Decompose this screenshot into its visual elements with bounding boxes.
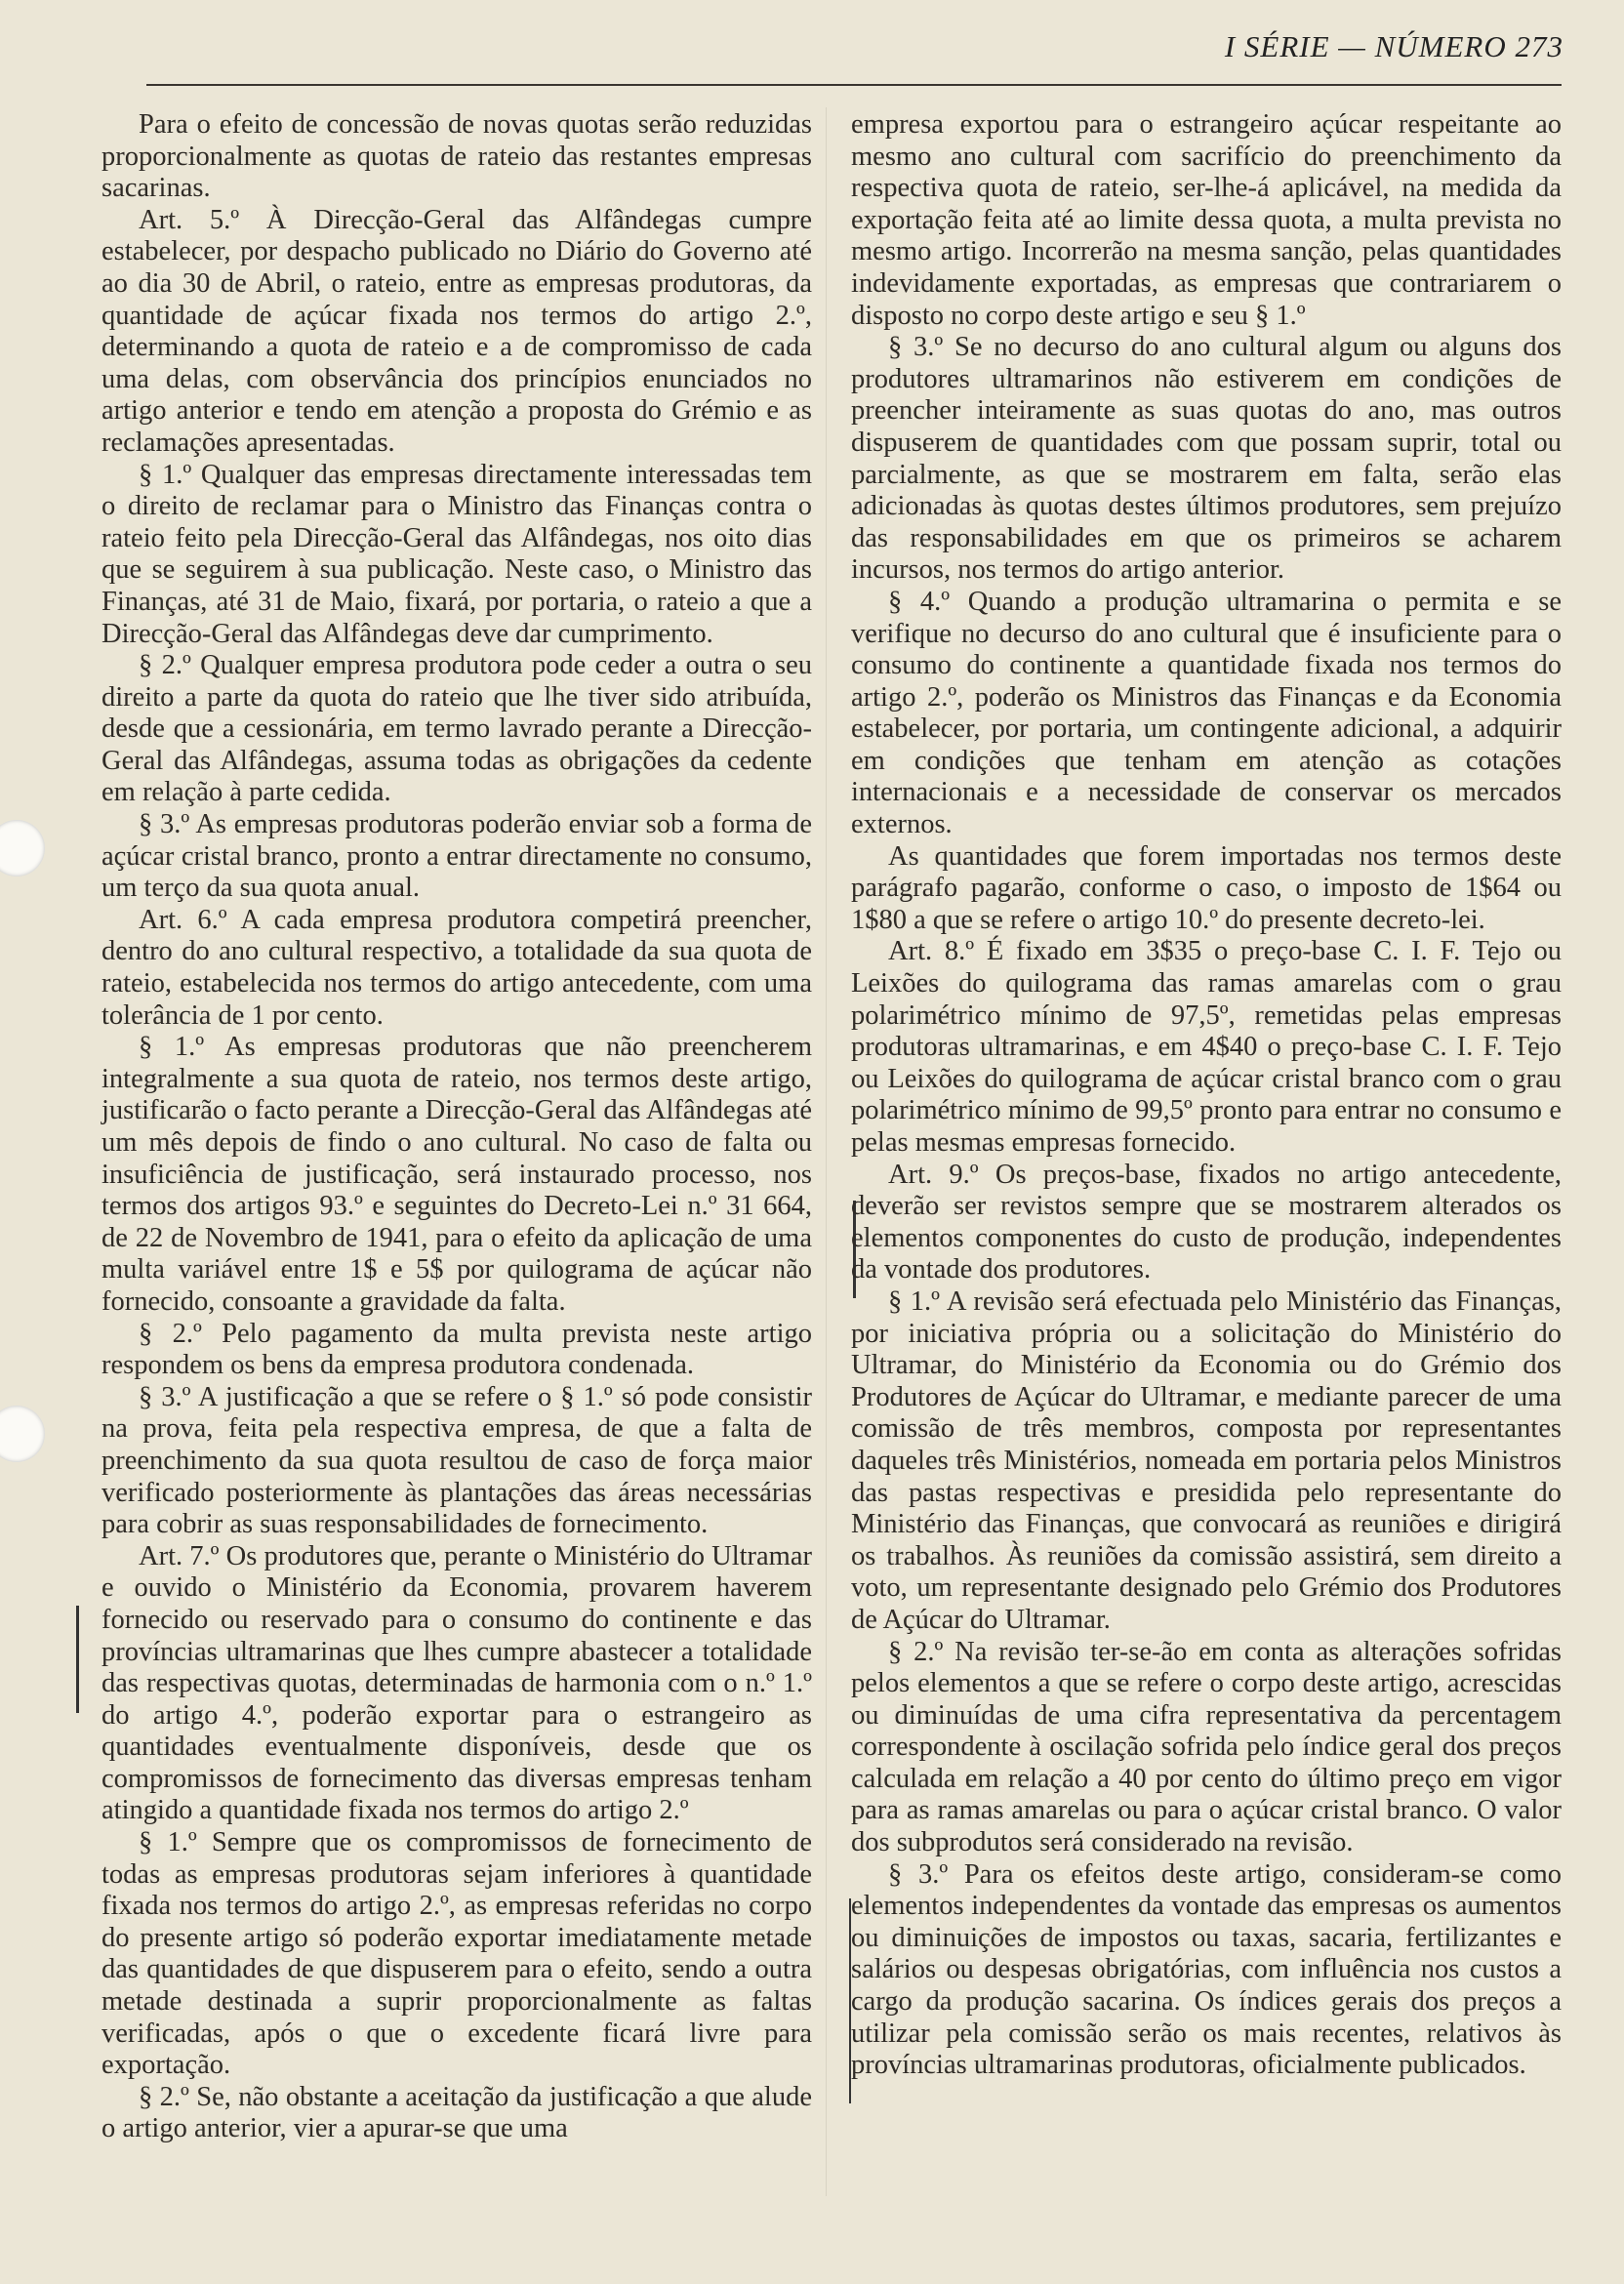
punch-hole bbox=[0, 1406, 45, 1462]
paragraph: § 4.º Quando a produção ultramarina o permita e se verifique no decurso do ano cultural que é insuficiente para o consumo do continente a quantidade fixada nos termos do artigo 2.º, poderão os Ministros das Finanças e da Economia estabelecer, por portaria, um contingente adicional, a adquirir em condições que tenham em atenção as cotações internacionais e a necessidade de conservar os mercados externos. bbox=[851, 586, 1562, 840]
header-rule bbox=[146, 84, 1562, 86]
paragraph: Art. 9.º Os preços-base, fixados no artigo antecedente, deverão ser revistos sempre que se mostrarem alterados os elementos componentes do custo de produção, independentes da vontade dos produtores. bbox=[851, 1159, 1562, 1285]
paragraph: Art. 7.º Os produtores que, perante o Ministério do Ultramar e ouvido o Ministério da Economia, provarem haverem fornecido ou reservado para o consumo do continente e das províncias ultramarinas que lhes cumpre abastecer a totalidade das respectivas quotas, determinadas de harmonia com o n.º 1.º do artigo 4.º, poderão exportar para o estrangeiro as quantidades eventualmente disponíveis, desde que os compromissos de fornecimento das diversas empresas tenham atingido a quantidade fixada nos termos do artigo 2.º bbox=[102, 1540, 812, 1826]
right-column bbox=[851, 109, 1562, 2082]
paragraph: § 3.º As empresas produtoras poderão enviar sob a forma de açúcar cristal branco, pronto a entrar directamente no consumo, um terço da sua quota anual. bbox=[102, 809, 812, 904]
paragraph: Art. 5.º À Direcção-Geral das Alfândegas cumpre estabelecer, por despacho publicado no Diário do Governo até ao dia 30 de Abril, o rateio, entre as empresas produtoras, da quantidade de açúcar fixada nos termos do artigo 2.º, determinando a quota de rateio e a de compromisso de cada uma delas, com observância dos princípios enunciados no artigo anterior e tendo em atenção a proposta do Grémio e as reclamações apresentadas. bbox=[102, 204, 812, 458]
paragraph: § 2.º Se, não obstante a aceitação da justificação a que alude o artigo anterior, vier a apurar-se que uma bbox=[102, 2081, 812, 2144]
paragraph: empresa exportou para o estrangeiro açúcar respeitante ao mesmo ano cultural com sacrifício do preenchimento da respectiva quota de rateio, ser-lhe-á aplicável, na medida da exportação feita até ao limite dessa quota, a multa prevista no mesmo artigo. Incorrerão na mesma sanção, pelas quantidades indevidamente exportadas, as empresas que contrariarem o disposto no corpo deste artigo e seu § 1.º bbox=[851, 109, 1562, 331]
paragraph: § 2.º Na revisão ter-se-ão em conta as alterações sofridas pelos elementos a que se refere o corpo deste artigo, acrescidas ou diminuídas de uma cifra representativa da percentagem correspondente à oscilação sofrida pelo índice geral dos preços calculada em relação a 40 por cento do último preço em vigor para as ramas amarelas ou para o açúcar cristal branco. O valor dos subprodutos será considerado na revisão. bbox=[851, 1636, 1562, 1858]
paragraph: § 3.º A justificação a que se refere o § 1.º só pode consistir na prova, feita pela respectiva empresa, de que a falta de preenchimento da sua quota resultou de caso de força maior verificado posteriormente às plantações das áreas necessárias para cobrir as suas responsabilidades de fornecimento. bbox=[102, 1381, 812, 1540]
paragraph: As quantidades que forem importadas nos termos deste parágrafo pagarão, conforme o caso, o imposto de 1$64 ou 1$80 a que se refere o artigo 10.º do presente decreto-lei. bbox=[851, 840, 1562, 935]
column-divider bbox=[826, 107, 827, 2196]
paragraph: Para o efeito de concessão de novas quotas serão reduzidas proporcionalmente as quotas de rateio das restantes empresas sacarinas. bbox=[102, 109, 812, 204]
margin-pen-mark bbox=[76, 1606, 79, 1713]
punch-hole bbox=[0, 820, 45, 877]
paragraph: § 1.º Sempre que os compromissos de fornecimento de todas as empresas produtoras sejam inferiores à quantidade fixada nos termos do artigo 2.º, as empresas referidas no corpo do presente artigo só poderão exportar imediatamente metade das quantidades de que dispuserem para o efeito, sendo a outra metade destinada a suprir proporcionalmente as faltas verificadas, após o que o excedente ficará livre para exportação. bbox=[102, 1827, 812, 2081]
paragraph: § 1.º A revisão será efectuada pelo Ministério das Finanças, por iniciativa própria ou a solicitação do Ministério do Ultramar, do Ministério da Economia ou do Grémio dos Produtores de Açúcar do Ultramar, e mediante parecer de uma comissão de três membros, composta por representantes daqueles três Ministérios, nomeada em portaria pelos Ministros das pastas respectivas e presidida pelo representante do Ministério das Finanças, que convocará as reuniões e dirigirá os trabalhos. Às reuniões da comissão assistirá, sem direito a voto, um representante designado pelo Grémio dos Produtores de Açúcar do Ultramar. bbox=[851, 1285, 1562, 1635]
paragraph: § 2.º Pelo pagamento da multa prevista neste artigo respondem os bens da empresa produtora condenada. bbox=[102, 1318, 812, 1381]
paragraph: § 3.º Se no decurso do ano cultural algum ou alguns dos produtores ultramarinos não estiverem em condições de preencher inteiramente as suas quotas do ano, mas outros dispuserem de quantidades com que possam suprir, total ou parcialmente, as que se mostrarem em falta, serão elas adicionadas às quotas destes últimos produtores, sem prejuízo das responsabilidades em que os primeiros se acharem incursos, nos termos do artigo anterior. bbox=[851, 332, 1562, 586]
paragraph: Art. 8.º É fixado em 3$35 o preço-base C. I. F. Tejo ou Leixões do quilograma das ramas amarelas com o grau polarimétrico mínimo de 97,5º, remetidas pelas empresas produtoras ultramarinas, e em 4$40 o preço-base C. I. F. Tejo ou Leixões do quilograma de açúcar cristal branco com o grau polarimétrico mínimo de 99,5º pronto para entrar no consumo e pelas mesmas empresas fornecido. bbox=[851, 936, 1562, 1158]
paragraph: § 1.º As empresas produtoras que não preencherem integralmente a sua quota de rateio, nos termos deste artigo, justificarão o facto perante a Direcção-Geral das Alfândegas até um mês depois de findo o ano cultural. No caso de falta ou insuficiência de justificação, será instaurado processo, nos termos dos artigos 93.º e seguintes do Decreto-Lei n.º 31 664, de 22 de Novembro de 1941, para o efeito da aplicação de uma multa variável entre 1$ e 5$ por quilograma de açúcar não fornecido, consoante a gravidade da falta. bbox=[102, 1032, 812, 1317]
paragraph: § 2.º Qualquer empresa produtora pode ceder a outra o seu direito a parte da quota do rateio que lhe tiver sido atribuída, desde que a cessionária, em termo lavrado perante a Direcção-Geral das Alfândegas, assuma todas as obrigações da cedente em relação à parte cedida. bbox=[102, 650, 812, 808]
paragraph: § 3.º Para os efeitos deste artigo, consideram-se como elementos independentes da vontade das empresas os aumentos ou diminuições de impostos ou taxas, sacaria, fertilizantes e salários ou despesas obrigatórias, com influência nos custos a cargo da produção sacarina. Os índices gerais dos preços a utilizar pela comissão serão os mais recentes, relativos às províncias ultramarinas produtoras, oficialmente publicados. bbox=[851, 1858, 1562, 2081]
left-column bbox=[102, 109, 812, 2145]
paragraph: Art. 6.º A cada empresa produtora competirá preencher, dentro do ano cultural respectivo, a totalidade da sua quota de rateio, estabelecida nos termos do artigo antecedente, com uma tolerância de 1 por cento. bbox=[102, 904, 812, 1031]
paragraph: § 1.º Qualquer das empresas directamente interessadas tem o direito de reclamar para o Ministro das Finanças contra o rateio feito pela Direcção-Geral das Alfândegas, nos oito dias que se seguirem à sua publicação. Neste caso, o Ministro das Finanças, até 31 de Maio, fixará, por portaria, o rateio a que a Direcção-Geral das Alfândegas deve dar cumprimento. bbox=[102, 459, 812, 649]
page-header: I SÉRIE — NÚMERO 273 bbox=[1224, 29, 1563, 63]
